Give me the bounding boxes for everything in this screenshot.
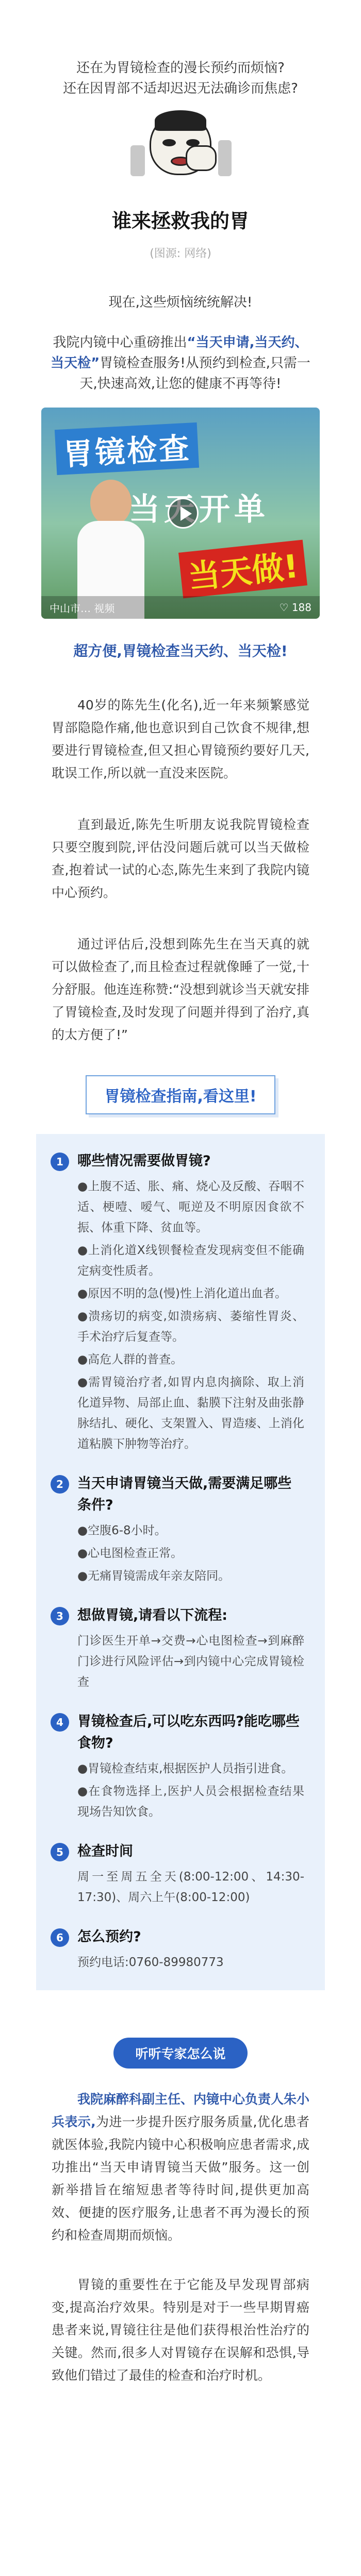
expert-lead-highlight: 我院麻醉科副主任、内镜中心负责人朱小兵表示, bbox=[52, 2092, 310, 2129]
meme-caption: 谁来拯救我的胃 bbox=[111, 210, 249, 232]
promo-suffix: 胃镜检查服务!从预约到检查,只需一天,快速高效,让您的健康不再等待! bbox=[79, 355, 310, 392]
guide-item-body bbox=[77, 1952, 304, 1973]
video-title-2: 当天开单 bbox=[129, 492, 269, 528]
story-paragraph: 40岁的陈先生(化名),近一年来频繁感觉胃部隐隐作痛,他也意识到自己饮食不规律,想要进行胃镜检查,但又担心胃镜预约要好几天,耽误工作,所以就一直没来医院。 bbox=[52, 698, 309, 781]
guide-item-body bbox=[77, 1520, 304, 1586]
guide-item-head bbox=[51, 1150, 304, 1172]
guide-item-body bbox=[77, 1867, 304, 1908]
guide-item bbox=[51, 1711, 304, 1822]
video-likes[interactable]: ♡ 188 bbox=[279, 601, 311, 614]
doctor-head bbox=[90, 480, 132, 526]
video-title-1: 胃镜检查 bbox=[55, 422, 199, 475]
guide-box bbox=[36, 1134, 325, 1990]
guide-item-title: 哪些情况需要做胃镜? bbox=[77, 1153, 211, 1169]
guide-item bbox=[51, 1150, 304, 1454]
guide-item-body bbox=[77, 1758, 304, 1822]
expert-title: 听听专家怎么说 bbox=[113, 2038, 247, 2069]
guide-line: ●高危人群的普查。 bbox=[77, 1353, 183, 1366]
guide-line: ●溃疡切的病变,如溃疡病、萎缩性胃炎、手术治疗后复查等。 bbox=[77, 1310, 304, 1344]
number-badge: 1 bbox=[51, 1153, 69, 1171]
expert-section bbox=[0, 2088, 361, 2387]
guide-item-head bbox=[51, 1711, 304, 1754]
video-channel: 中山市… 视频 bbox=[50, 602, 115, 615]
guide-line: ●原因不明的急(慢)性上消化道出血者。 bbox=[77, 1287, 287, 1300]
expert-title-wrap bbox=[0, 2038, 361, 2069]
expert-paragraph: 胃镜的重要性在于它能及早发现胃部病变,提高治疗效果。特别是对于一些早期胃癌患者来说,胃镜往往是他们获得根治性治疗的关键。然而,很多人对胃镜存在误解和恐惧,导致他们错过了最佳的检查和治疗时机。 bbox=[52, 2277, 309, 2383]
guide-item-body bbox=[77, 1176, 304, 1454]
guide-title: 胃镜检查指南,看这里! bbox=[86, 1075, 275, 1114]
guide-line: ●空腹6-8小时。 bbox=[77, 1524, 167, 1537]
bottom-spacer bbox=[0, 2387, 361, 2408]
guide-item bbox=[51, 1926, 304, 1973]
intro-line-2: 还在因胃部不适却迟迟无法确诊而焦虑? bbox=[63, 81, 298, 96]
promo-text bbox=[0, 332, 361, 394]
solve-text: 现在,这些烦恼统统解决! bbox=[108, 295, 253, 310]
meme-hand bbox=[186, 145, 217, 171]
video-footer bbox=[41, 596, 320, 619]
guide-item-head bbox=[51, 1473, 304, 1516]
guide-item-head bbox=[51, 1605, 304, 1626]
intro-section bbox=[0, 0, 361, 233]
meme-decoration bbox=[130, 145, 145, 176]
number-badge: 5 bbox=[51, 1843, 69, 1861]
guide-line: ●需胃镜治疗者,如胃内息肉摘除、取上消化道异物、局部止血、黏膜下注射及曲张静脉结扎、硬化、支架置入、胃造瘘、上消化道粘膜下肿物等治疗。 bbox=[77, 1376, 304, 1451]
number-badge: 2 bbox=[51, 1475, 69, 1494]
guide-line: ●心电图检查正常。 bbox=[77, 1547, 183, 1560]
meme-eye bbox=[162, 139, 176, 146]
story-paragraph: 直到最近,陈先生听朋友说我院胃镜检查只要空腹到院,评估没问题后就可以当天做检查,抱着试一试的心态,陈先生来到了我院内镜中心预约。 bbox=[52, 817, 309, 900]
guide-line: ●胃镜检查结束,根据医护人员指引进食。 bbox=[77, 1762, 293, 1775]
promo-highlight: “当天申请,当天约、当天检” bbox=[51, 335, 308, 371]
guide-line: 周一至周五全天(8:00-12:00、14:30-17:30)、周六上午(8:00-12:00) bbox=[77, 1870, 304, 1904]
tagline: 超方便,胃镜检查当天约、当天检! bbox=[73, 642, 288, 659]
guide-item-title: 检查时间 bbox=[77, 1843, 133, 1859]
guide-item-title: 想做胃镜,请看以下流程: bbox=[77, 1607, 228, 1623]
guide-line: 门诊医生开单→交费→心电图检查→到麻醉门诊进行风险评估→到内镜中心完成胃镜检查 bbox=[77, 1634, 304, 1689]
guide-item bbox=[51, 1473, 304, 1586]
promo-prefix: 我院内镜中心重磅推出 bbox=[53, 335, 187, 350]
guide-item-head bbox=[51, 1926, 304, 1948]
meme-hair bbox=[155, 110, 206, 131]
story-section bbox=[0, 694, 361, 1046]
guide-item bbox=[51, 1605, 304, 1692]
number-badge: 3 bbox=[51, 1607, 69, 1625]
number-badge: 4 bbox=[51, 1713, 69, 1732]
guide-line: ●无痛胃镜需成年亲友陪同。 bbox=[77, 1569, 231, 1583]
guide-item-title: 当天申请胃镜当天做,需要满足哪些条件? bbox=[77, 1476, 292, 1513]
video-player[interactable] bbox=[41, 408, 320, 619]
intro-line-1: 还在为胃镜检查的漫长预约而烦恼? bbox=[76, 60, 285, 76]
guide-item-title: 胃镜检查后,可以吃东西吗?能吃哪些食物? bbox=[77, 1714, 300, 1751]
guide-line: ●上消化道X线钡餐检查发现病变但不能确定病变性质者。 bbox=[77, 1244, 304, 1278]
video-badge: 当天做! bbox=[178, 540, 307, 599]
guide-item-title: 怎么预约? bbox=[77, 1929, 141, 1945]
number-badge: 6 bbox=[51, 1928, 69, 1947]
image-source: (图源: 网络) bbox=[150, 247, 211, 260]
guide-title-wrap bbox=[0, 1075, 361, 1114]
expert-lead bbox=[52, 2088, 309, 2247]
meme-decoration bbox=[218, 140, 232, 176]
play-icon[interactable] bbox=[168, 498, 199, 529]
expert-lead-rest: 为进一步提升医疗服务质量,优化患者就医体验,我院内镜中心积极响应患者需求,成功推出“当天申请胃镜当天做”服务。这一创新举措旨在缩短患者等待时间,提供更加高效、便捷的医疗服务,让患者不再为漫长的预约和检查周期而烦恼。 bbox=[52, 2114, 310, 2243]
meme-image bbox=[126, 109, 235, 202]
guide-item-head bbox=[51, 1841, 304, 1862]
story-paragraph: 通过评估后,没想到陈先生在当天真的就可以做检查了,而且检查过程就像睡了一觉,十分舒服。他连连称赞:“没想到就诊当天就安排了胃镜检查,及时发现了问题并得到了治疗,真的太方便了!” bbox=[52, 937, 309, 1042]
guide-item-body bbox=[77, 1631, 304, 1692]
guide-line: ●在食物选择上,医护人员会根据检查结果现场告知饮食。 bbox=[77, 1785, 304, 1819]
phone-number[interactable]: 预约电话:0760-89980773 bbox=[77, 1956, 224, 1969]
guide-item bbox=[51, 1841, 304, 1908]
guide-line: ●上腹不适、胀、痛、烧心及反酸、吞咽不适、梗噎、嗳气、呃逆及不明原因食欲不振、体重下降、贫血等。 bbox=[77, 1180, 304, 1234]
